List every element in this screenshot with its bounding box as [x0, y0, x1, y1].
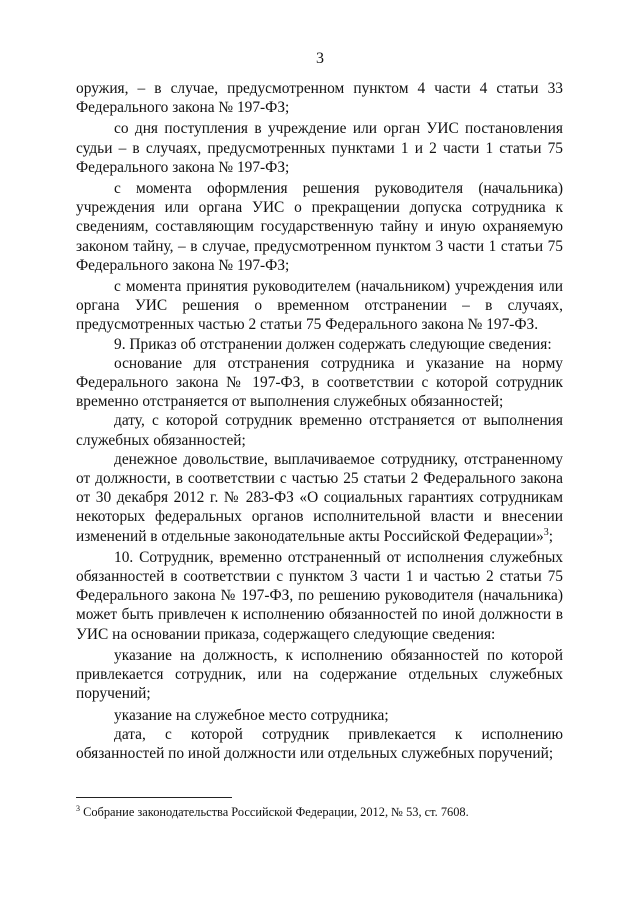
paragraph: дату, с которой сотрудник временно отстраняется от выполнения служебных обязанностей;: [76, 412, 563, 449]
footnote-reference: 3: [543, 526, 549, 538]
footnote: [76, 805, 563, 820]
paragraph-text: денежное довольствие, выплачиваемое сотруднику, отстраненному от должности, в соответствии с частью 25 статьи 2 Федерального закона от 30 декабря 2012 г. № 283-ФЗ «О социальных гарантиях сотрудникам некоторых федеральных органов исполнительной власти и внесении изменений в отдельные законодательные акты Российской Федерации»: [76, 450, 563, 545]
paragraph-end: ;: [548, 527, 553, 545]
paragraph: 9. Приказ об отстранении должен содержать следующие сведения:: [114, 335, 552, 353]
paragraph: указание на служебное место сотрудника;: [114, 706, 389, 724]
paragraph-with-footnote: [76, 450, 563, 546]
paragraph: основание для отстранения сотрудника и указание на норму Федерального закона № 197-ФЗ, в соответствии с которой сотрудник временно отстраняется от выполнения служебных обязанностей;: [76, 354, 563, 411]
paragraph: оружия, – в случае, предусмотренном пунктом 4 части 4 статьи 33 Федерального закона № 197-ФЗ;: [76, 80, 563, 117]
page-number: 3: [316, 50, 324, 67]
footnote-divider: [76, 797, 232, 798]
paragraph: 10. Сотрудник, временно отстраненный от исполнения служебных обязанностей в соответствии с пунктом 3 части 1 и частью 2 статьи 75 Федерального закона № 197-ФЗ, по решению руководителя (начальника) может быть привлечен к исполнению обязанностей по иной должности в УИС на основании приказа, содержащего следующие сведения:: [76, 548, 563, 643]
paragraph: со дня поступления в учреждение или орган УИС постановления судьи – в случаях, предусмотренных пунктами 1 и 2 части 1 статьи 75 Федерального закона № 197-ФЗ;: [76, 120, 563, 176]
paragraph: с момента принятия руководителем (начальником) учреждения или органа УИС решения о временном отстранении – в случаях, предусмотренных частью 2 статьи 75 Федерального закона № 197-ФЗ.: [76, 278, 563, 334]
footnote-marker: 3: [76, 803, 80, 813]
paragraph: дата, с которой сотрудник привлекается к исполнению обязанностей по иной должности или отдельных служебных поручений;: [76, 725, 563, 762]
paragraph: с момента оформления решения руководителя (начальника) учреждения или органа УИС о прекращении допуска сотрудника к сведениям, составляющим государственную тайну и иную охраняемую законом тайну, – в случае, предусмотренном пунктом 3 части 1 статьи 75 Федерального закона № 197-ФЗ;: [76, 180, 563, 274]
paragraph: указание на должность, к исполнению обязанностей по которой привлекается сотрудник, или на содержание отдельных служебных поручений;: [76, 646, 563, 703]
footnote-text: Собрание законодательства Российской Федерации, 2012, № 53, ст. 7608.: [80, 805, 469, 819]
document-body: [76, 79, 563, 763]
